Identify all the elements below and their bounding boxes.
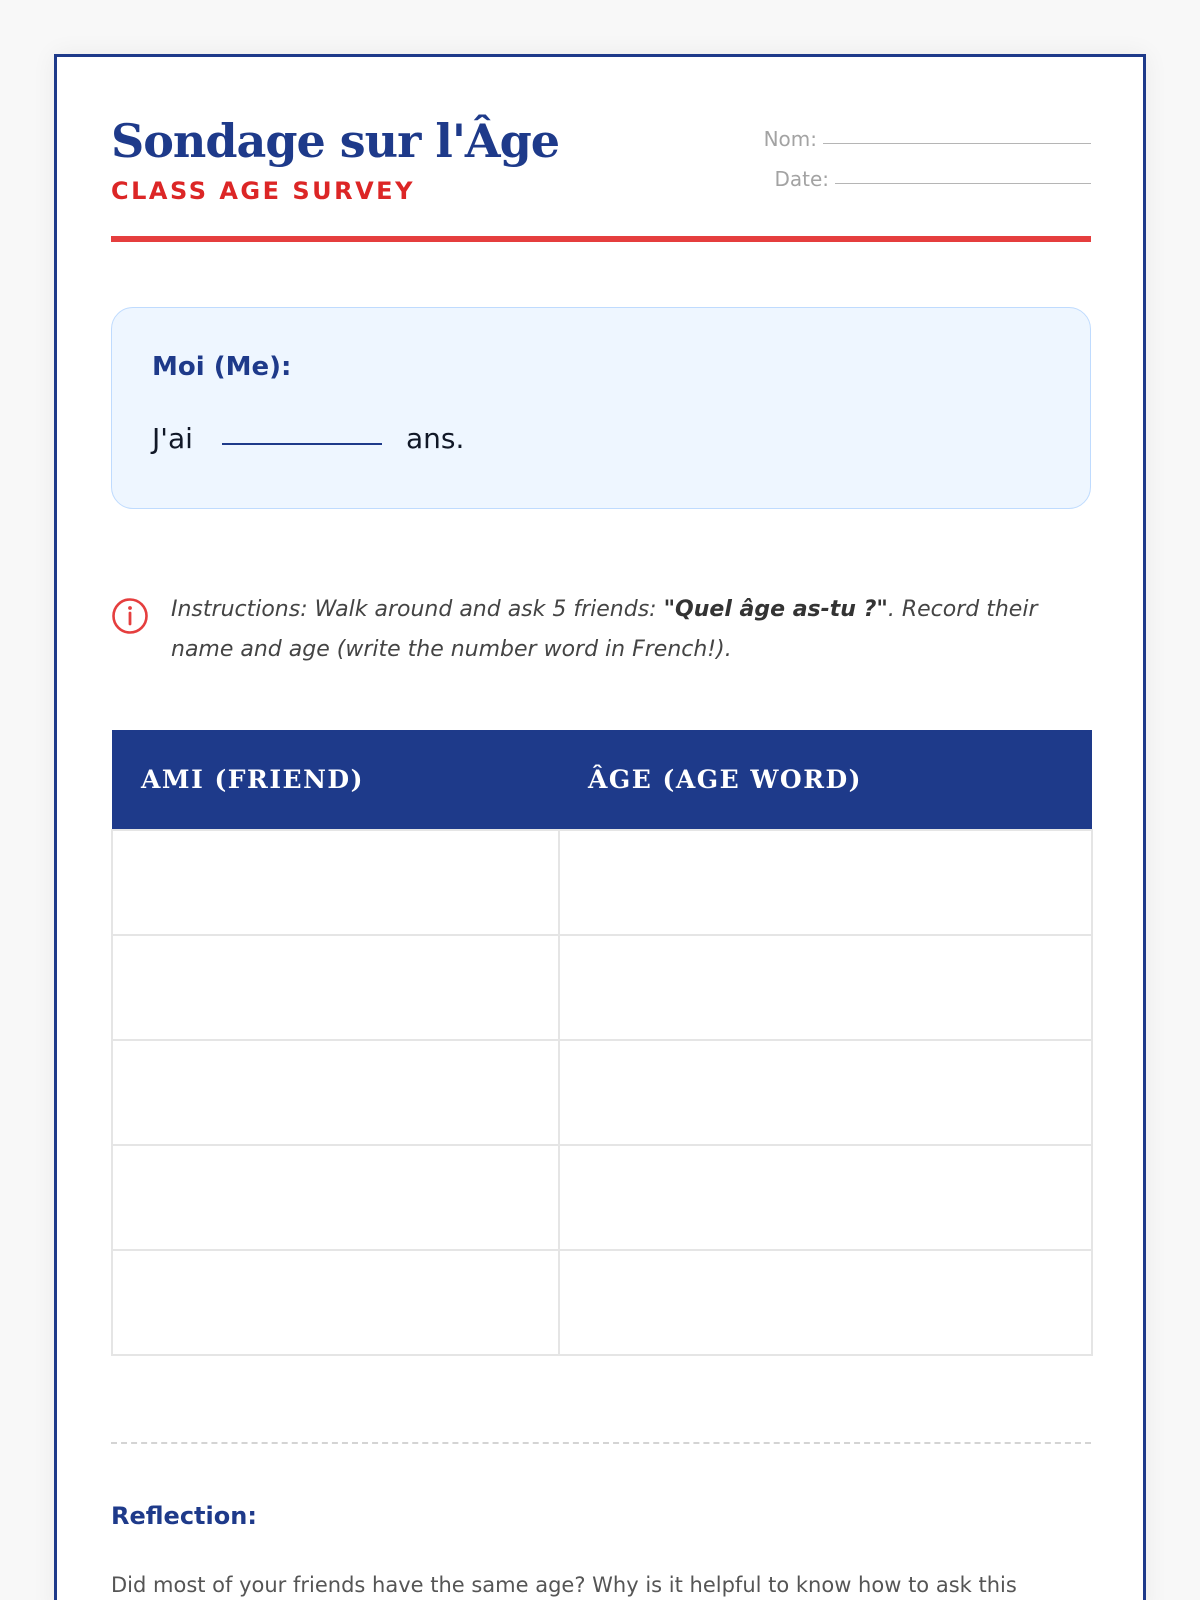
table-header-row	[112, 730, 1092, 830]
page-subtitle: CLASS AGE SURVEY	[111, 177, 415, 205]
nom-field[interactable]	[711, 111, 1091, 151]
instructions-question: "Quel âge as-tu ?"	[663, 597, 888, 622]
friend-age-cell[interactable]	[559, 1040, 1092, 1145]
nom-label: Nom:	[763, 127, 817, 151]
instructions	[111, 590, 1091, 680]
table-row	[112, 830, 1092, 935]
moi-prefix: J'ai	[152, 422, 193, 455]
table-row	[112, 1250, 1092, 1355]
page-title: Sondage sur l'Âge	[111, 114, 560, 168]
date-line[interactable]	[835, 183, 1091, 184]
friend-name-cell[interactable]	[112, 1250, 559, 1355]
date-label: Date:	[774, 167, 829, 191]
table-row	[112, 935, 1092, 1040]
table-row	[112, 1040, 1092, 1145]
info-icon	[111, 597, 149, 635]
survey-table	[111, 730, 1093, 1356]
section-divider	[111, 1442, 1091, 1444]
moi-box	[111, 307, 1091, 509]
reflection-title: Reflection:	[111, 1502, 257, 1530]
date-field[interactable]	[711, 151, 1091, 191]
friend-age-cell[interactable]	[559, 1145, 1092, 1250]
friend-name-cell[interactable]	[112, 830, 559, 935]
table-row	[112, 1145, 1092, 1250]
moi-label: Moi (Me):	[152, 352, 292, 382]
name-date-fields	[711, 111, 1091, 191]
instructions-text	[171, 590, 1091, 670]
age-blank-line[interactable]	[222, 443, 382, 445]
friend-name-cell[interactable]	[112, 1145, 559, 1250]
header-age: ÂGE (AGE WORD)	[559, 730, 1092, 830]
friend-name-cell[interactable]	[112, 935, 559, 1040]
nom-line[interactable]	[823, 143, 1091, 144]
instructions-tail: . Record their name and age (write the number word in French!).	[171, 597, 1038, 662]
reflection-text: Did most of your friends have the same age? Why is it helpful to know how to ask this	[111, 1573, 1017, 1597]
moi-suffix: ans.	[406, 422, 465, 455]
friend-age-cell[interactable]	[559, 935, 1092, 1040]
header-friend: AMI (FRIEND)	[112, 730, 559, 830]
header-divider	[111, 236, 1091, 242]
instructions-lead: Instructions: Walk around and ask 5 friends:	[171, 597, 664, 622]
friend-age-cell[interactable]	[559, 1250, 1092, 1355]
friend-name-cell[interactable]	[112, 1040, 559, 1145]
worksheet-page	[54, 54, 1146, 1600]
worksheet-header	[111, 111, 1091, 241]
friend-age-cell[interactable]	[559, 830, 1092, 935]
